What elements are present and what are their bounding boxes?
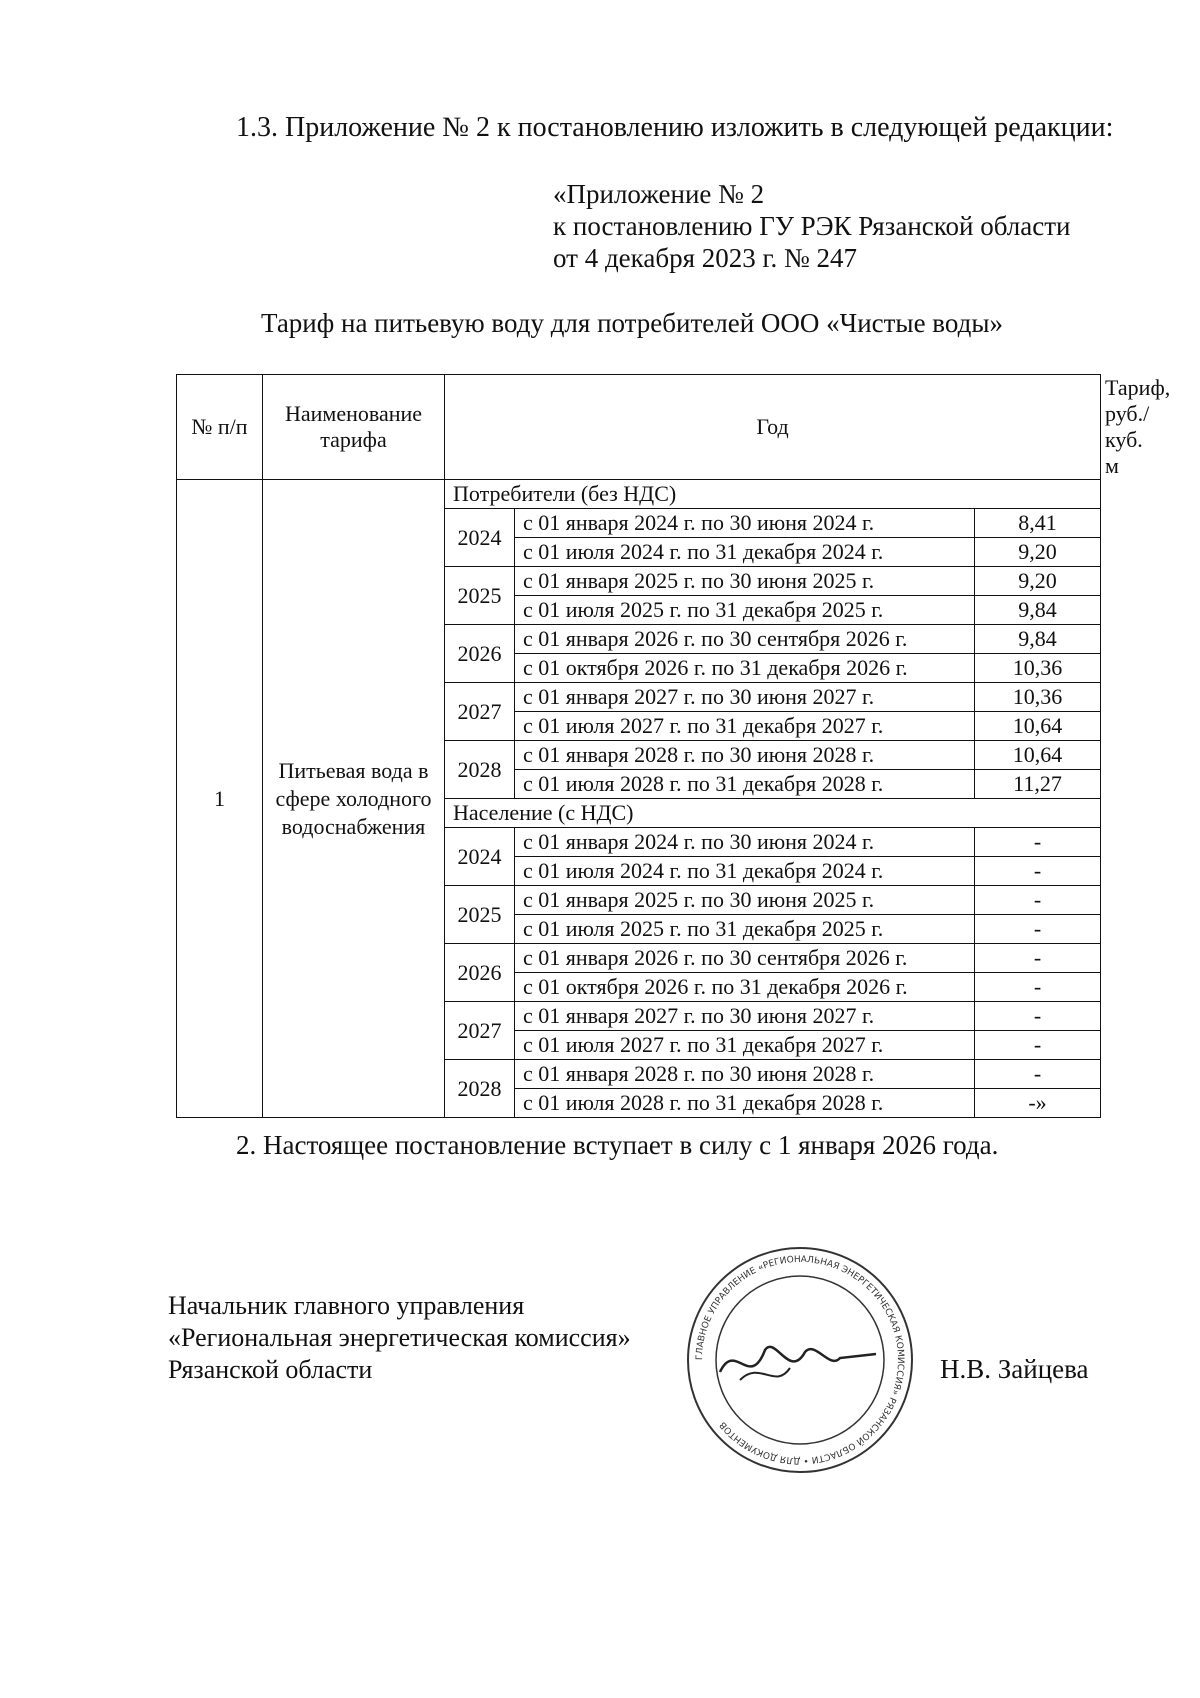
- year-cell: 2026: [445, 625, 515, 683]
- period-cell: с 01 января 2024 г. по 30 июня 2024 г.: [515, 509, 975, 538]
- handwritten-signature: [720, 1347, 876, 1372]
- group-population: Население (с НДС): [445, 799, 1101, 828]
- header-num: № п/п: [177, 375, 263, 480]
- section-1-3: 1.3. Приложение № 2 к постановлению изложить в следующей редакции:: [236, 112, 1114, 143]
- period-cell: с 01 января 2028 г. по 30 июня 2028 г.: [515, 1060, 975, 1089]
- period-cell: с 01 июля 2028 г. по 31 декабря 2028 г.: [515, 1089, 975, 1118]
- appendix-line-1: «Приложение № 2: [553, 179, 765, 209]
- header-year: Год: [445, 375, 1101, 480]
- signatory-name: Н.В. Зайцева: [940, 1354, 1089, 1384]
- year-cell: 2024: [445, 509, 515, 567]
- period-cell: с 01 октября 2026 г. по 31 декабря 2026 г.: [515, 654, 975, 683]
- year-cell: 2027: [445, 683, 515, 741]
- period-cell: с 01 июля 2027 г. по 31 декабря 2027 г.: [515, 1031, 975, 1060]
- section-2: 2. Настоящее постановление вступает в силу с 1 января 2026 года.: [236, 1130, 999, 1160]
- tariff-value-cell: 9,20: [975, 567, 1101, 596]
- period-cell: с 01 января 2027 г. по 30 июня 2027 г.: [515, 1002, 975, 1031]
- year-cell: 2025: [445, 567, 515, 625]
- tariff-value-cell: -: [975, 1002, 1101, 1031]
- row-number: 1: [177, 480, 263, 1118]
- year-cell: 2024: [445, 828, 515, 886]
- tariff-table: № п/п Наименование тарифа Год Тариф, руб./куб. м 1 Питьевая вода в сфере холодного водоснабжения Потребители (без НДС) 2024 с 01 января 2024 г. по 30 июня 2024 г. 8,41 с 01 июля 2024 г. по 31 декабря 2024 г. 9,20 2025 с 01 января 2025 г. по 30 июня 2025 г. 9,20 с 01 июля 2025 г. по 31 декабря 2025 г. 9,84 2026 с 01 января 2026 г. по 30 сентября 2026 г. 9,84 с 01 октября 2026 г. по 31 декабря 2026 г. 10,36 2027 с 01 января 2027 г. по 30 июня 2027 г. 10,36 с 01 июля 2027 г. по 31 декабря 2027 г. 10,64 2028 с 01 января 2028 г. по 30 июня 2028 г. 10,64 с 01 июля 2028 г. по 31 декабря 2028 г. 11,27 Население (с НДС) 2024 с 01 января 2024 г. по 30 июня 2024 г. - с 01 июля 2024 г. по 31 декабря 2024 г. - 2025 с 01 января 2025 г. по 30 июня 2025 г. - с 01 июля 2025 г. по 31 декабря 2025 г. - 2026 с 01 января 2026 г. по 30 сентября 2026 г. - с 01 октября 2026 г. по 31 декабря 2026 г. - 2027 с 01 января 2027 г. по 30 июня 2027 г. - с 01 июля 2027 г. по 31 декабря 2027 г. - 2028 с 01 января 2028 г. по 30 июня 2028 г. - с 01 июля 2028 г. по 31 декабря 2028 г. -»: [176, 374, 1101, 1118]
- period-cell: с 01 января 2028 г. по 30 июня 2028 г.: [515, 741, 975, 770]
- period-cell: с 01 июля 2027 г. по 31 декабря 2027 г.: [515, 712, 975, 741]
- period-cell: с 01 июля 2024 г. по 31 декабря 2024 г.: [515, 857, 975, 886]
- tariff-value-cell: 9,84: [975, 625, 1101, 654]
- tariff-value-cell: -: [975, 1031, 1101, 1060]
- appendix-line-3: от 4 декабря 2023 г. № 247: [553, 243, 858, 273]
- tariff-value-cell: 9,84: [975, 596, 1101, 625]
- tariff-value-cell: -: [975, 828, 1101, 857]
- group-consumers: Потребители (без НДС): [445, 480, 1101, 509]
- tariff-value-cell: -: [975, 973, 1101, 1002]
- period-cell: с 01 октября 2026 г. по 31 декабря 2026 г.: [515, 973, 975, 1002]
- tariff-name: Питьевая вода в сфере холодного водоснабжения: [263, 480, 445, 1118]
- official-stamp: [680, 1240, 920, 1480]
- tariff-table-body: [177, 480, 1101, 1118]
- signature-line-1: Начальник главного управления: [168, 1291, 525, 1320]
- period-cell: с 01 июля 2028 г. по 31 декабря 2028 г.: [515, 770, 975, 799]
- appendix-line-2: к постановлению ГУ РЭК Рязанской области: [553, 211, 1071, 241]
- tariff-value-cell: 10,36: [975, 654, 1101, 683]
- tariff-value-cell: 10,64: [975, 741, 1101, 770]
- signature-block: [168, 1290, 631, 1386]
- handwritten-signature-stroke: [740, 1368, 790, 1380]
- period-cell: с 01 января 2027 г. по 30 июня 2027 г.: [515, 683, 975, 712]
- period-cell: с 01 января 2025 г. по 30 июня 2025 г.: [515, 886, 975, 915]
- period-cell: с 01 января 2026 г. по 30 сентября 2026 г.: [515, 625, 975, 654]
- tariff-value-cell: -: [975, 857, 1101, 886]
- tariff-value-cell: -»: [975, 1089, 1101, 1118]
- stamp-text: ГЛАВНОЕ УПРАВЛЕНИЕ «РЕГИОНАЛЬНАЯ ЭНЕРГЕТИЧЕСКАЯ КОМИССИЯ» РЯЗАНСКОЙ ОБЛАСТИ • ДЛЯ ДОКУМЕНТОВ: [694, 1254, 906, 1466]
- tariff-value-cell: 10,64: [975, 712, 1101, 741]
- header-name: Наименование тарифа: [263, 375, 445, 480]
- year-cell: 2026: [445, 944, 515, 1002]
- tariff-value-cell: 10,36: [975, 683, 1101, 712]
- period-cell: с 01 июля 2024 г. по 31 декабря 2024 г.: [515, 538, 975, 567]
- tariff-value-cell: -: [975, 886, 1101, 915]
- tariff-value-cell: 8,41: [975, 509, 1101, 538]
- year-cell: 2025: [445, 886, 515, 944]
- period-cell: с 01 января 2024 г. по 30 июня 2024 г.: [515, 828, 975, 857]
- signature-line-3: Рязанской области: [168, 1355, 373, 1384]
- period-cell: с 01 июля 2025 г. по 31 декабря 2025 г.: [515, 596, 975, 625]
- period-cell: с 01 января 2026 г. по 30 сентября 2026 г.: [515, 944, 975, 973]
- tariff-value-cell: 9,20: [975, 538, 1101, 567]
- appendix-header: [553, 178, 1070, 274]
- year-cell: 2028: [445, 1060, 515, 1118]
- signature-line-2: «Региональная энергетическая комиссия»: [168, 1323, 631, 1352]
- tariff-value-cell: -: [975, 1060, 1101, 1089]
- tariff-value-cell: 11,27: [975, 770, 1101, 799]
- period-cell: с 01 января 2025 г. по 30 июня 2025 г.: [515, 567, 975, 596]
- tariff-value-cell: -: [975, 915, 1101, 944]
- tariff-value-cell: -: [975, 944, 1101, 973]
- year-cell: 2028: [445, 741, 515, 799]
- year-cell: 2027: [445, 1002, 515, 1060]
- period-cell: с 01 июля 2025 г. по 31 декабря 2025 г.: [515, 915, 975, 944]
- table-title: Тариф на питьевую воду для потребителей ООО «Чистые воды»: [261, 308, 1003, 338]
